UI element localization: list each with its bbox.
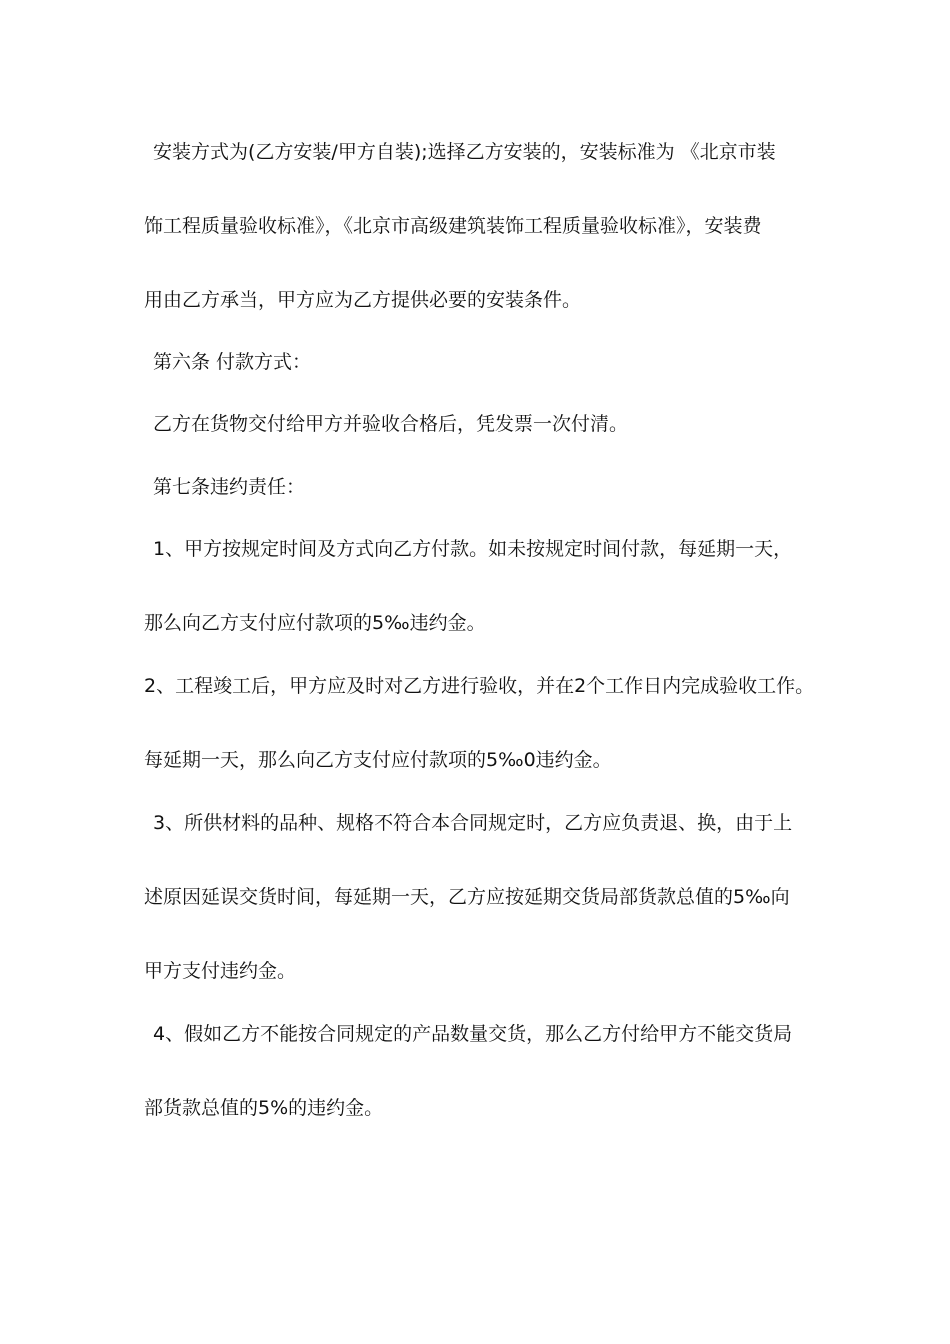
- clause-3-line-2: 述原因延误交货时间，每延期一天，乙方应按延期交货局部货款总值的5‰向: [144, 886, 790, 908]
- clause-4-line-1: 4、假如乙方不能按合同规定的产品数量交货，那么乙方付给甲方不能交货局: [153, 1023, 793, 1045]
- clause-4-line-2: 部货款总值的5%的违约金。: [144, 1097, 384, 1119]
- section-heading-article-6: 第六条 付款方式：: [153, 351, 312, 373]
- clause-2-line-2: 每延期一天，那么向乙方支付应付款项的5‰0违约金。: [144, 749, 612, 771]
- text-line-1: 安装方式为(乙方安装/甲方自装);选择乙方安装的，安装标准为 《北京市装: [153, 141, 776, 163]
- section-heading-article-7: 第七条违约责任：: [153, 476, 306, 498]
- clause-3-line-1: 3、所供材料的品种、规格不符合本合同规定时，乙方应负责退、换，由于上: [153, 812, 793, 834]
- text-line-5: 乙方在货物交付给甲方并验收合格后，凭发票一次付清。: [153, 413, 629, 435]
- clause-2-line-1: 2、工程竣工后，甲方应及时对乙方进行验收，并在2个工作日内完成验收工作。: [144, 675, 815, 697]
- clause-3-line-3: 甲方支付违约金。: [144, 960, 297, 982]
- clause-1-line-2: 那么向乙方支付应付款项的5‰违约金。: [144, 612, 486, 634]
- text-line-2: 饰工程质量验收标准》，《北京市高级建筑装饰工程质量验收标准》，安装费: [144, 215, 762, 237]
- clause-1-line-1: 1、甲方按规定时间及方式向乙方付款。如未按规定时间付款，每延期一天，: [153, 538, 793, 560]
- text-line-3: 用由乙方承当，甲方应为乙方提供必要的安装条件。: [144, 289, 582, 311]
